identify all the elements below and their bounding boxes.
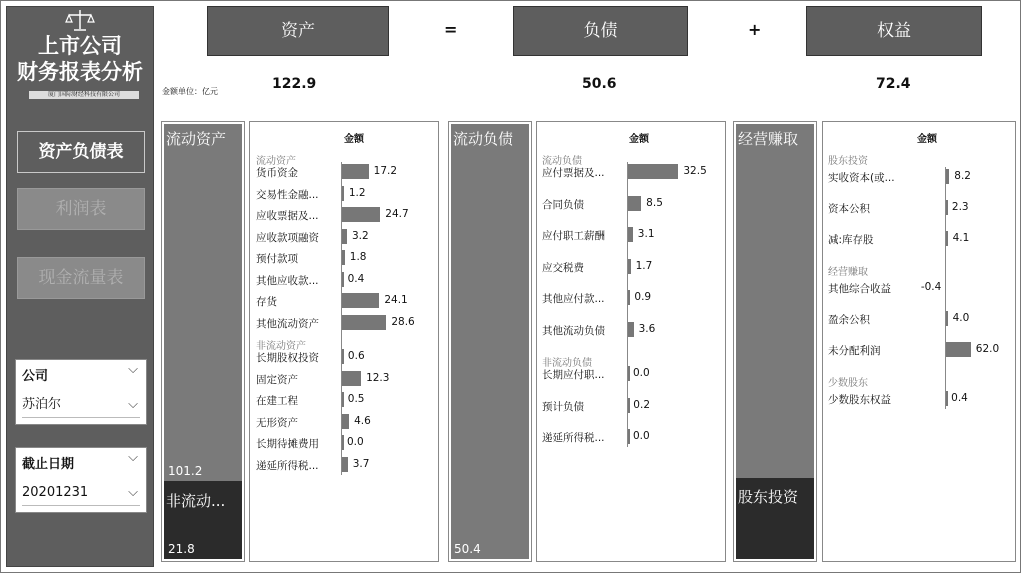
unit-label: 金额单位：亿元 [162,87,218,96]
zero-axis [945,167,946,409]
row-bar[interactable] [342,250,345,265]
equals-sign: = [444,20,458,39]
assets-column-chart[interactable] [161,121,245,562]
row-value: 0.5 [347,393,365,405]
current-assets-bar[interactable] [164,124,242,481]
company-value: 苏泊尔 [22,397,62,412]
row-label: 资本公积 [828,203,870,215]
group-title: 非流动负债 [542,358,592,369]
row-label: 应收款项融资 [256,231,319,244]
company-slicer[interactable] [15,359,147,425]
current-liabilities-label: 流动负债 [453,130,514,148]
chevron-down-icon[interactable]: ⌵ [128,450,138,465]
logo-title-line1: 上市公司 [38,34,122,58]
row-value: 4.0 [952,312,970,324]
equity-total: 72.4 [876,76,911,92]
amount-header: 金额 [344,134,364,145]
row-bar[interactable] [342,272,344,287]
row-value: -0.4 [920,281,942,293]
amount-header: 金额 [629,134,649,145]
row-label: 盈余公积 [828,314,870,326]
retained-earnings-bar[interactable] [736,124,814,478]
amount-header: 金额 [917,134,937,145]
zero-axis [341,162,342,475]
row-bar[interactable] [342,414,349,429]
equity-column-chart[interactable] [733,121,817,562]
group-title: 少数股东 [828,378,868,389]
row-value: 0.4 [951,392,968,404]
liabilities-breakdown-table [536,121,726,562]
row-bar[interactable] [628,366,630,381]
row-value: 0.4 [347,272,365,285]
date-dropdown[interactable] [22,482,140,506]
row-label: 长期股权投资 [256,352,319,364]
liabilities-column-chart[interactable] [448,121,532,562]
plus-sign: + [748,20,762,39]
row-label: 递延所得税... [256,459,319,472]
row-label: 实收资本(或... [828,172,895,184]
nav-income-statement[interactable]: 利润表 [17,188,145,230]
row-value: 0.0 [347,436,364,448]
row-bar[interactable] [946,200,948,215]
row-bar[interactable] [342,164,369,179]
row-value: 28.6 [391,315,415,328]
row-bar[interactable] [628,429,630,444]
group-title: 流动资产 [256,156,296,167]
current-assets-label: 流动资产 [166,130,227,148]
row-bar[interactable] [946,391,948,406]
row-bar[interactable] [628,259,631,274]
row-value: 8.2 [954,170,971,182]
row-label: 其他应收款... [256,274,319,287]
date-value: 20201231 [22,485,89,500]
row-value: 0.0 [633,367,650,379]
row-label: 少数股东权益 [828,394,891,406]
logo [7,7,153,117]
row-label: 减:库存股 [828,234,874,246]
logo-title [7,33,153,85]
row-value: 2.3 [951,201,969,213]
row-label: 其他应付款... [542,293,605,305]
row-label: 长期应付职... [542,369,605,381]
row-bar[interactable] [628,164,678,179]
row-bar[interactable] [628,227,633,242]
noncurrent-assets-value: 21.8 [168,542,195,556]
row-label: 其他流动负债 [542,324,605,337]
row-bar[interactable] [628,290,630,305]
row-value: 3.6 [638,322,656,335]
row-value: 24.7 [385,208,409,220]
chevron-down-icon[interactable]: ⌵ [128,397,138,412]
row-value: 1.8 [349,251,367,263]
current-assets-value: 101.2 [168,464,203,478]
chevron-down-icon[interactable]: ⌵ [128,362,138,377]
group-title: 经营赚取 [828,267,868,278]
row-bar[interactable] [342,315,386,330]
sidebar [6,6,154,567]
row-bar[interactable] [342,207,380,222]
shareholder-investment-label: 股东投资 [738,488,799,506]
row-bar[interactable] [342,349,344,364]
row-value: 0.9 [634,291,652,303]
row-value: 12.3 [366,371,390,384]
company-slicer-label: 公司 [22,369,49,384]
row-value: 0.0 [633,430,650,442]
row-bar[interactable] [946,342,971,357]
date-slicer-label: 截止日期 [22,457,75,472]
row-bar[interactable] [342,293,379,308]
row-label: 其他流动资产 [256,317,319,330]
row-label: 预付款项 [256,253,298,265]
row-bar[interactable] [342,229,347,244]
row-value: 62.0 [975,343,1000,355]
row-label: 货币资金 [256,167,298,179]
equity-header-card[interactable]: 权益 [806,6,982,56]
group-title: 流动负债 [542,156,582,167]
row-bar[interactable] [342,457,348,472]
logo-subtitle: 厦门国际财经科技有限公司 [29,91,139,99]
row-value: 3.7 [352,457,370,470]
row-value: 17.2 [373,165,398,177]
row-value: 32.5 [683,165,707,177]
zero-axis [627,162,628,447]
row-value: 1.7 [635,259,653,272]
group-title: 非流动资产 [256,341,306,352]
nav-balance-sheet[interactable]: 资产负债表 [17,131,145,173]
row-value: 4.6 [354,414,371,427]
row-bar[interactable] [946,311,948,326]
row-label: 未分配利润 [828,345,881,357]
current-liabilities-bar[interactable] [451,124,529,559]
row-label: 预计负债 [542,400,584,413]
row-label: 固定资产 [256,373,298,386]
row-label: 应付票据及... [542,167,605,179]
row-bar[interactable] [628,196,641,211]
row-bar[interactable] [342,435,344,450]
row-label: 应交税费 [542,261,584,274]
row-value: 0.6 [347,350,365,362]
row-label: 长期待摊费用 [256,438,319,450]
row-value: 3.1 [637,228,655,240]
row-bar[interactable] [628,322,634,337]
scale-icon [65,9,95,33]
chevron-down-icon[interactable]: ⌵ [128,485,138,500]
row-bar[interactable] [342,371,361,386]
retained-earnings-label: 经营赚取 [738,130,799,148]
row-label: 递延所得税... [542,432,605,444]
row-value: 24.1 [384,294,408,306]
equity-breakdown-table [822,121,1016,562]
company-dropdown[interactable] [22,394,140,418]
row-value: 8.5 [646,196,663,209]
noncurrent-assets-label: 非流动... [166,492,226,510]
assets-breakdown-table [249,121,439,562]
row-value: 1.2 [348,186,366,199]
row-bar[interactable] [946,231,948,246]
assets-total: 122.9 [272,76,317,92]
row-bar[interactable] [342,392,344,407]
row-bar[interactable] [342,186,344,201]
row-label: 应付职工薪酬 [542,230,605,242]
current-liabilities-value: 50.4 [454,542,481,556]
row-label: 在建工程 [256,395,298,407]
assets-header-card[interactable]: 资产 [207,6,389,56]
nav-cash-flow[interactable]: 现金流量表 [17,257,145,299]
date-slicer[interactable] [15,447,147,513]
row-label: 无形资产 [256,416,298,429]
row-label: 交易性金融... [256,188,319,201]
row-label: 合同负债 [542,198,584,211]
logo-title-line2: 财务报表分析 [17,60,143,84]
row-label: 应收票据及... [256,210,319,222]
row-bar[interactable] [628,398,630,413]
row-label: 存货 [256,296,277,308]
liabilities-header-card[interactable]: 负债 [513,6,688,56]
liabilities-total: 50.6 [582,76,617,92]
row-label: 其他综合收益 [828,283,891,295]
row-value: 3.2 [351,229,369,242]
row-bar[interactable] [946,169,949,184]
group-title: 股东投资 [828,156,868,167]
row-value: 0.2 [633,398,650,411]
row-value: 4.1 [952,232,970,244]
